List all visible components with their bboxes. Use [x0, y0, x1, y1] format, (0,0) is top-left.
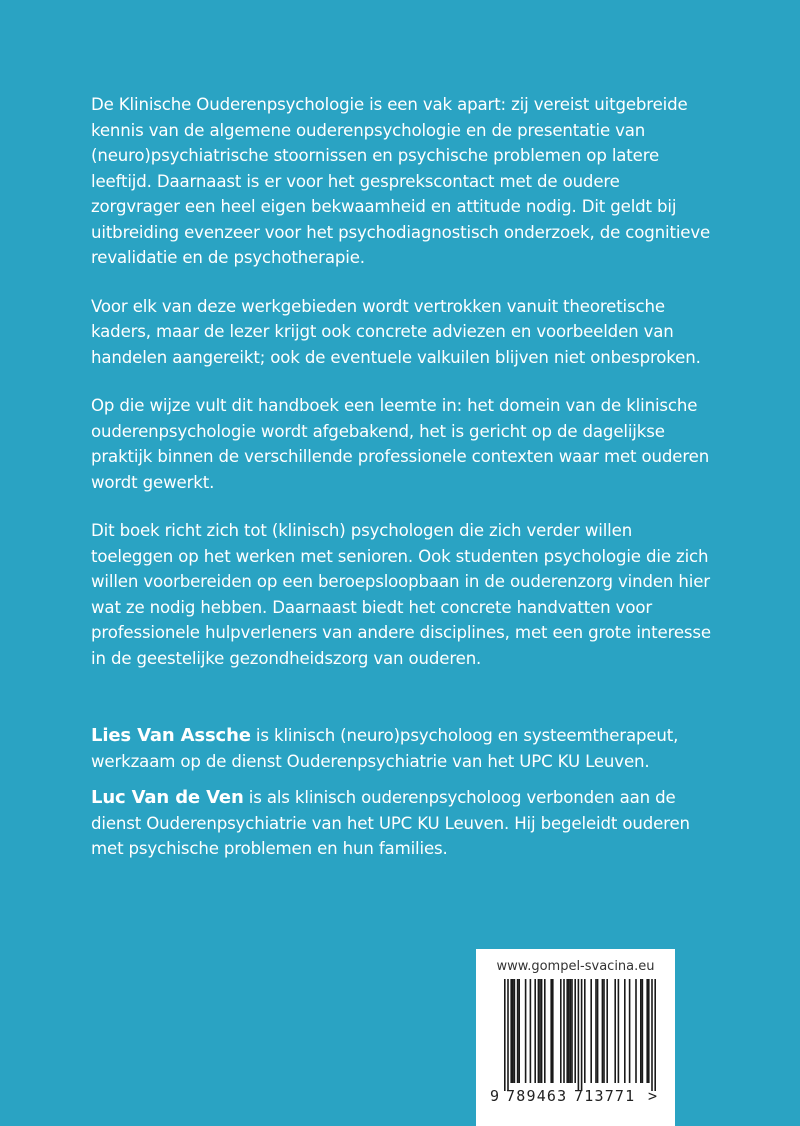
barcode-bar: [518, 979, 520, 1083]
barcode-bar: [603, 979, 605, 1083]
barcode-bar: [517, 979, 519, 1083]
isbn-lead-digit: 9: [490, 1087, 500, 1105]
barcode-bar: [541, 979, 543, 1083]
barcode-bar: [525, 979, 527, 1083]
barcode-bar: [584, 979, 586, 1083]
barcode-guard-bar: [651, 979, 653, 1091]
barcode-bar: [624, 979, 626, 1083]
blurb-paragraph-3: Op die wijze vult dit handboek een leemte in: het domein van de klinische ouderenpsychologie wordt afgebakend, het is gericht op de dagelijkse praktijk binnen de verschillende professionele contexten waar met ouderen wordt gewerkt.: [91, 396, 710, 492]
author-bio: [91, 785, 711, 862]
barcode-panel: [476, 949, 675, 1126]
barcode-guard-bar: [578, 979, 580, 1091]
barcode-bar: [614, 979, 616, 1083]
barcode-bar: [635, 979, 637, 1083]
barcode-bar: [618, 979, 620, 1083]
barcode-bar: [571, 979, 573, 1083]
quiet-zone-arrow: >: [648, 1087, 658, 1105]
blurb-paragraph-1: De Klinische Ouderenpsychologie is een vak apart: zij vereist uitgebreide kennis van de algemene ouderenpsychologie en de presentatie van (neuro)psychiatrische stoornissen en psychische problemen op latere leeftijd. Daarnaast is er voor het gesprekscontact met de oudere zorgvrager een heel eigen bekwaamheid en attitude nodig. Dit geldt bij uitbreiding evenzeer voor het psychodiagnostisch onderzoek, de cognitieve revalidatie en de psychotherapie.: [91, 95, 711, 267]
barcode-bar: [597, 979, 599, 1083]
barcode-bar: [590, 979, 592, 1083]
author-name: Luc Van de Ven: [91, 787, 244, 808]
barcode-bar: [544, 979, 546, 1083]
barcode-bar: [595, 979, 597, 1083]
barcode-guard-bar: [581, 979, 583, 1091]
barcode-bar: [602, 979, 604, 1083]
barcode-bar: [642, 979, 644, 1083]
barcode-guard-bar: [504, 979, 506, 1091]
barcode-bar: [640, 979, 642, 1083]
barcode-bar: [538, 979, 540, 1083]
barcode-bar: [566, 979, 568, 1083]
barcode-guard-bar: [654, 979, 656, 1091]
publisher-url: www.gompel-svacina.eu: [496, 959, 655, 974]
barcode-bar: [539, 979, 541, 1083]
blurb: [91, 92, 711, 694]
barcode-bar: [514, 979, 516, 1083]
barcode-bar: [552, 979, 554, 1083]
barcode-bar: [629, 979, 631, 1083]
barcode-bar: [550, 979, 552, 1083]
author-name: Lies Van Assche: [91, 725, 251, 746]
isbn-left-digits: 789463: [506, 1087, 568, 1105]
barcode-bar: [530, 979, 532, 1083]
barcode-bar: [606, 979, 608, 1083]
barcode-bar: [510, 979, 512, 1083]
isbn-right-digits: 713771: [574, 1087, 636, 1105]
barcode-bar: [570, 979, 572, 1083]
barcode-bar: [563, 979, 565, 1083]
author-description: is klinisch (neuro)psycholoog en systeemtherapeut, werkzaam op de dienst Ouderenpsychiatrie van het UPC KU Leuven.: [91, 726, 679, 771]
blurb-paragraph-4: Dit boek richt zich tot (klinisch) psychologen die zich verder willen toeleggen op het werken met senioren. Ook studenten psychologie die zich willen voorbereiden op een beroepsloopbaan in de ouderenzorg vinden hier wat ze nodig hebben. Daarnaast biedt het concrete handvatten voor professionele hulpverleners van andere disciplines, met een grote interesse in de geestelijke gezondheidszorg van ouderen.: [91, 521, 711, 668]
barcode-bar: [646, 979, 648, 1083]
barcode-bar: [648, 979, 650, 1083]
barcode-bar: [574, 979, 576, 1083]
author-description: is als klinisch ouderenpsycholoog verbonden aan de dienst Ouderenpsychiatrie van het UPC KU Leuven. Hij begeleidt ouderen met psychische problemen en hun families.: [91, 788, 690, 858]
barcode-bar: [568, 979, 570, 1083]
barcode-bar: [534, 979, 536, 1083]
barcode-bar: [512, 979, 514, 1083]
author-bio: [91, 723, 711, 774]
blurb-paragraph-2: Voor elk van deze werkgebieden wordt vertrokken vanuit theoretische kaders, maar de lezer krijgt ook concrete adviezen en voorbeelden van handelen aangereikt; ook de eventuele valkuilen blijven niet onbesproken.: [91, 296, 701, 367]
author-bios: [91, 723, 711, 873]
barcode-guard-bar: [507, 979, 509, 1091]
barcode-bar: [560, 979, 562, 1083]
